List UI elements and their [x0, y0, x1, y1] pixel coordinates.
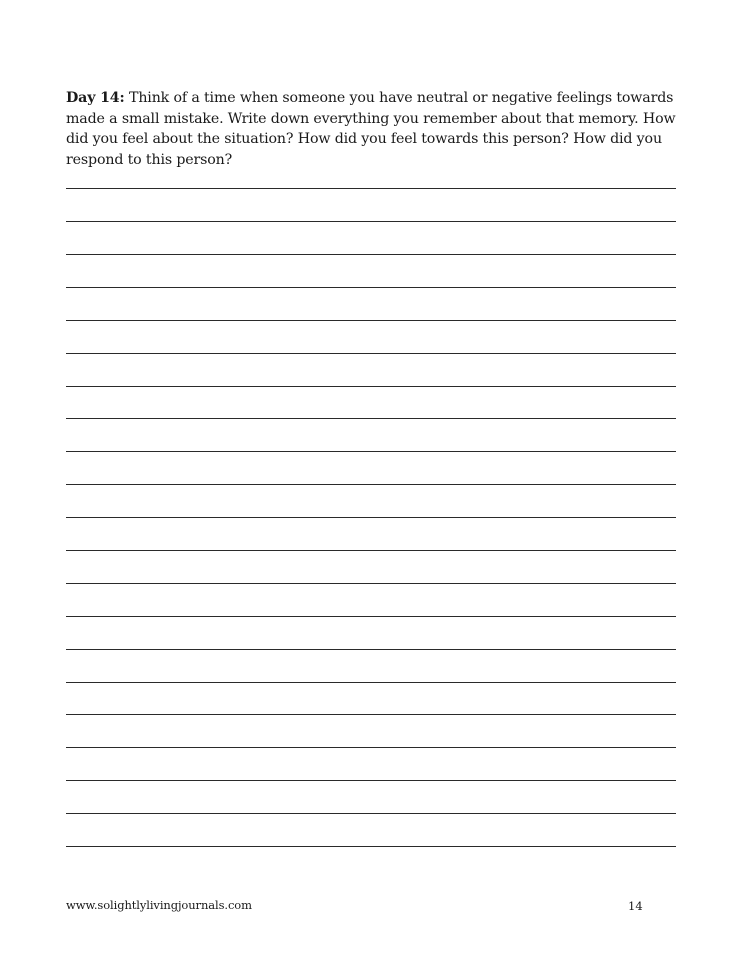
page-number: 14 — [628, 899, 643, 913]
writing-line — [66, 781, 676, 814]
writing-line — [66, 255, 676, 288]
footer-url: www.solightlylivingjournals.com — [66, 898, 252, 912]
writing-line — [66, 419, 676, 452]
writing-line — [66, 518, 676, 551]
writing-line — [66, 584, 676, 617]
writing-line — [66, 354, 676, 387]
journal-prompt — [66, 88, 678, 170]
writing-line — [66, 650, 676, 683]
writing-line — [66, 715, 676, 748]
writing-line — [66, 683, 676, 716]
writing-line — [66, 485, 676, 518]
prompt-text: Think of a time when someone you have neutral or negative feelings towards made a small mistake. Write down everything you remember about that memory. How did you feel about the situation? How did you feel towards this person? How did you respond to this person? — [66, 90, 676, 168]
writing-line — [66, 222, 676, 255]
writing-line — [66, 288, 676, 321]
writing-lines — [66, 188, 676, 847]
writing-line — [66, 321, 676, 354]
writing-line — [66, 617, 676, 650]
writing-line — [66, 748, 676, 781]
writing-line — [66, 387, 676, 420]
writing-line — [66, 814, 676, 847]
writing-line — [66, 551, 676, 584]
writing-line — [66, 189, 676, 222]
writing-line — [66, 452, 676, 485]
day-label: Day 14: — [66, 90, 125, 106]
